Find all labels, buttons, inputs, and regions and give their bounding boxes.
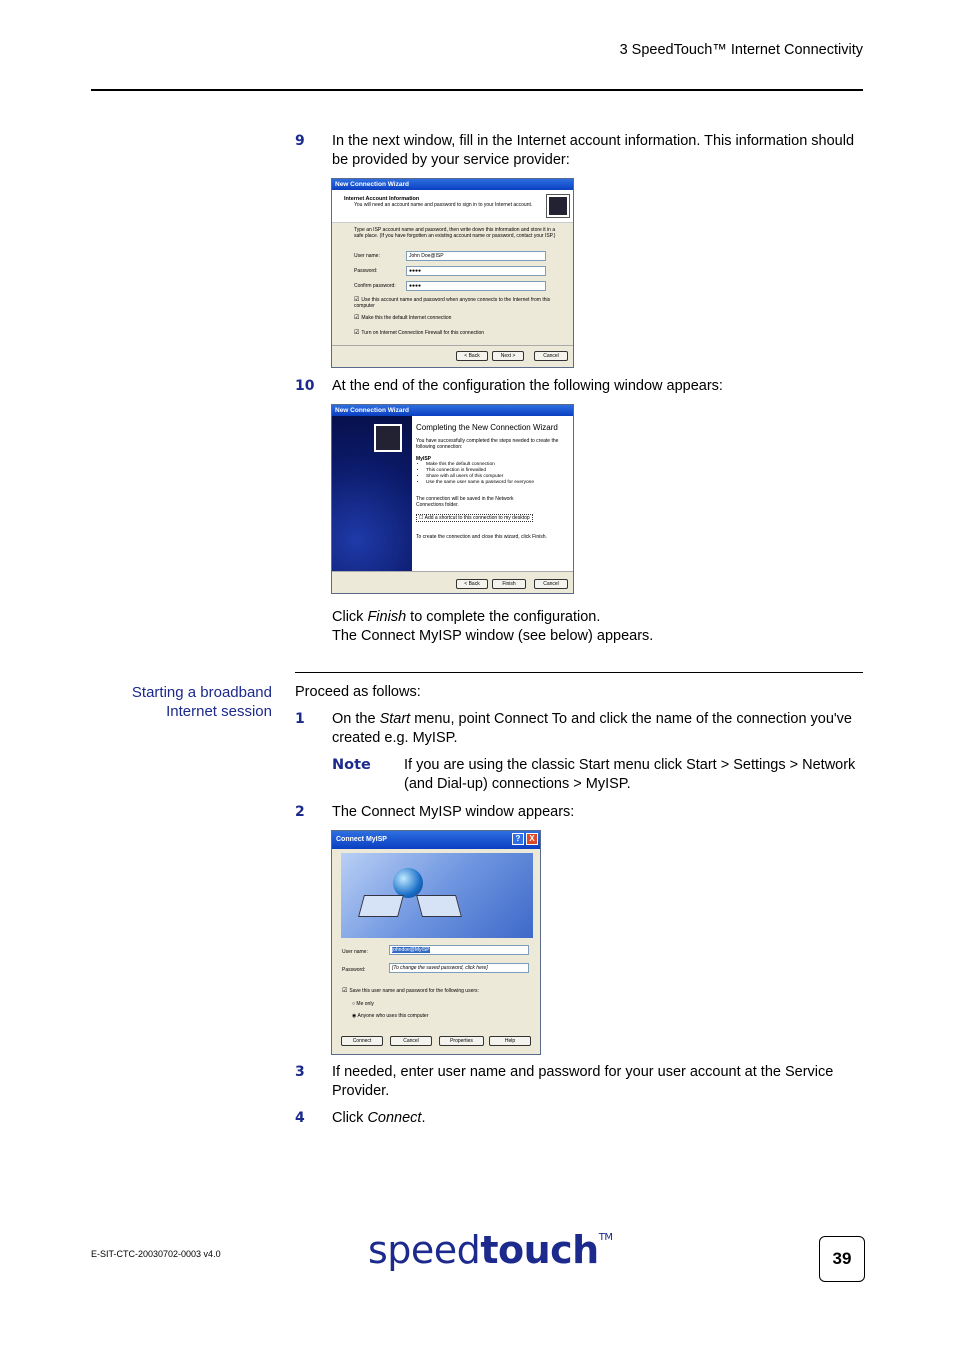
wizard2-globe-panel	[332, 416, 412, 571]
text-part: to complete the configuration.	[406, 609, 601, 625]
wizard2-bullet: • Make this the default connection	[426, 462, 569, 468]
wizard1-next-button[interactable]: Next >	[492, 351, 524, 361]
wizard2-saved-note: The connection will be saved in the Network Connections folder.	[416, 496, 514, 508]
page-number: 39	[819, 1236, 865, 1282]
radio-anyone[interactable]: ◉ Anyone who uses this computer	[352, 1013, 429, 1019]
text-part: On the	[332, 711, 380, 727]
wizard2-back-button[interactable]: < Back	[456, 579, 488, 589]
help-icon[interactable]: ?	[512, 833, 524, 845]
step-text	[332, 1109, 863, 1128]
step-text: In the next window, fill in the Internet account information. This information should be provided by your service provider:	[332, 133, 855, 168]
wizard2-conn-name: MyISP	[416, 456, 432, 462]
step-9	[295, 132, 863, 170]
wizard2-bullet: • Use the same user name & password for everyone	[426, 480, 569, 486]
step-number: 10	[295, 378, 315, 394]
help-button[interactable]: Help	[489, 1036, 531, 1046]
connect-title-bar	[332, 831, 540, 849]
step-text: If needed, enter user name and password for your user account at the Service Provider.	[332, 1064, 834, 1099]
wizard2-finish-note: To create the connection and close this wizard, click Finish.	[416, 534, 547, 540]
wizard2-intro: You have successfully completed the steps needed to create the following connection:	[416, 438, 559, 450]
step-4	[295, 1109, 863, 1128]
wizard2-finish-button[interactable]: Finish	[492, 579, 526, 589]
wizard1-head-title: Internet Account Information	[344, 196, 420, 202]
wizard2-bullet: • This connection is firewalled	[426, 468, 569, 474]
section-intro: Proceed as follows:	[295, 684, 421, 700]
document-code: E-SIT-CTC-20030702-0003 v4.0	[91, 1249, 221, 1259]
wizard1-body	[332, 223, 573, 368]
connect-appears-text: The Connect MyISP window (see below) appears.	[332, 628, 654, 644]
step-text	[332, 710, 863, 748]
note-text: If you are using the classic Start menu click Start > Settings > Network (and Dial-up) connections > MyISP.	[404, 757, 856, 792]
connect-title: Connect MyISP	[336, 836, 387, 843]
logo-tm: TM	[598, 1232, 613, 1243]
connect-user-value: johndoe@MyISP	[392, 947, 430, 953]
wizard-complete-screenshot	[331, 404, 574, 594]
connect-user-field[interactable]	[389, 945, 529, 955]
step-number: 1	[295, 711, 305, 727]
connect-button[interactable]: Connect	[341, 1036, 383, 1046]
wizard1-check-use[interactable]: ☑ Use this account name and password when anyone connects to the Internet from this computer	[354, 296, 554, 309]
note-block	[332, 756, 863, 794]
text-part: Click	[332, 1110, 368, 1126]
laptop-icon	[358, 895, 404, 917]
radio-me-only[interactable]: ○ Me only	[352, 1001, 374, 1007]
connect-dialog-screenshot	[331, 830, 541, 1055]
step-10	[295, 377, 863, 396]
header-rule	[91, 89, 863, 91]
step-number: 2	[295, 804, 305, 820]
wizard1-pass-field[interactable]: ●●●●	[406, 266, 546, 276]
step-2	[295, 803, 863, 822]
wizard1-header	[332, 190, 573, 223]
laptop-icon	[416, 895, 462, 917]
connect-cancel-button[interactable]: Cancel	[390, 1036, 432, 1046]
radio-anyone-label: Anyone who uses this computer	[357, 1013, 429, 1019]
wizard2-content	[412, 416, 573, 571]
wizard2-shortcut-label: Add a shortcut to this connection to my desktop	[424, 515, 530, 521]
section-heading: Starting a broadband Internet session	[131, 684, 272, 720]
finish-emphasis: Finish	[367, 609, 407, 625]
click-finish-text	[332, 608, 600, 627]
wizard1-title: New Connection Wizard	[332, 179, 573, 190]
wizard2-bullet: • Share with all users of this computer	[426, 474, 569, 480]
wizard2-cancel-button[interactable]: Cancel	[534, 579, 568, 589]
wizard1-cancel-button[interactable]: Cancel	[534, 351, 568, 361]
wizard2-buttonbar	[332, 571, 573, 594]
wizard-account-screenshot	[331, 178, 574, 368]
speedtouch-logo	[368, 1228, 612, 1272]
wizard1-pass-label: Password:	[354, 268, 378, 274]
wizard1-user-field[interactable]: John Doe@ISP	[406, 251, 546, 261]
wizard1-divider	[332, 345, 573, 346]
properties-button[interactable]: Properties	[439, 1036, 484, 1046]
wizard1-confirm-field[interactable]: ●●●●	[406, 281, 546, 291]
wizard1-check-default[interactable]: ☑ Make this the default Internet connection	[354, 314, 554, 321]
connect-save-check[interactable]: ☑ Save this user name and password for the following users:	[342, 987, 532, 994]
wizard2-bullets	[426, 462, 569, 486]
wizard-icon	[547, 195, 569, 217]
step-1	[295, 710, 863, 748]
globe-icon	[393, 868, 423, 898]
text-part: .	[421, 1110, 426, 1126]
step-text: The Connect MyISP window appears:	[332, 804, 575, 820]
radio-me-only-label: Me only	[356, 1001, 374, 1007]
wizard-icon	[374, 424, 402, 452]
connect-user-label: User name:	[342, 949, 368, 955]
note-label: Note	[332, 757, 371, 773]
connect-emphasis: Connect	[367, 1110, 422, 1126]
text-part: Click	[332, 609, 368, 625]
wizard1-back-button[interactable]: < Back	[456, 351, 488, 361]
wizard1-intro: Type an ISP account name and password, then write down this information and store it in a safe place. (If you have forgotten an existing account name or password, contact your ISP.)	[354, 227, 556, 239]
wizard2-heading: Completing the New Connection Wizard	[416, 423, 558, 432]
text-part: menu, point Connect To and click the name of the connection you've created e.g. MyISP.	[332, 711, 852, 746]
wizard1-user-label: User name:	[354, 253, 380, 259]
section-rule	[295, 672, 863, 673]
wizard1-confirm-label: Confirm password:	[354, 283, 396, 289]
step-number: 9	[295, 133, 305, 149]
start-emphasis: Start	[379, 711, 411, 727]
connect-pass-label: Password:	[342, 967, 366, 973]
connect-pass-field[interactable]: [To change the saved password, click here]	[389, 963, 529, 973]
step-3	[295, 1063, 863, 1101]
wizard1-head-sub: You will need an account name and password to sign in to your Internet account.	[354, 202, 533, 208]
step-text: At the end of the configuration the following window appears:	[332, 378, 723, 394]
connect-banner-image	[341, 853, 533, 938]
wizard1-check-firewall[interactable]: ☑ Turn on Internet Connection Firewall for this connection	[354, 329, 554, 336]
header-title: 3 SpeedTouch™ Internet Connectivity	[619, 42, 863, 58]
logo-bold: touch	[480, 1228, 599, 1272]
wizard2-title: New Connection Wizard	[332, 405, 573, 416]
logo-light: speed	[368, 1228, 481, 1272]
wizard2-shortcut-checkbox[interactable]: ☐ Add a shortcut to this connection to my desktop	[416, 514, 533, 522]
step-number: 4	[295, 1110, 305, 1126]
step-number: 3	[295, 1064, 305, 1080]
close-icon[interactable]: X	[526, 833, 538, 845]
